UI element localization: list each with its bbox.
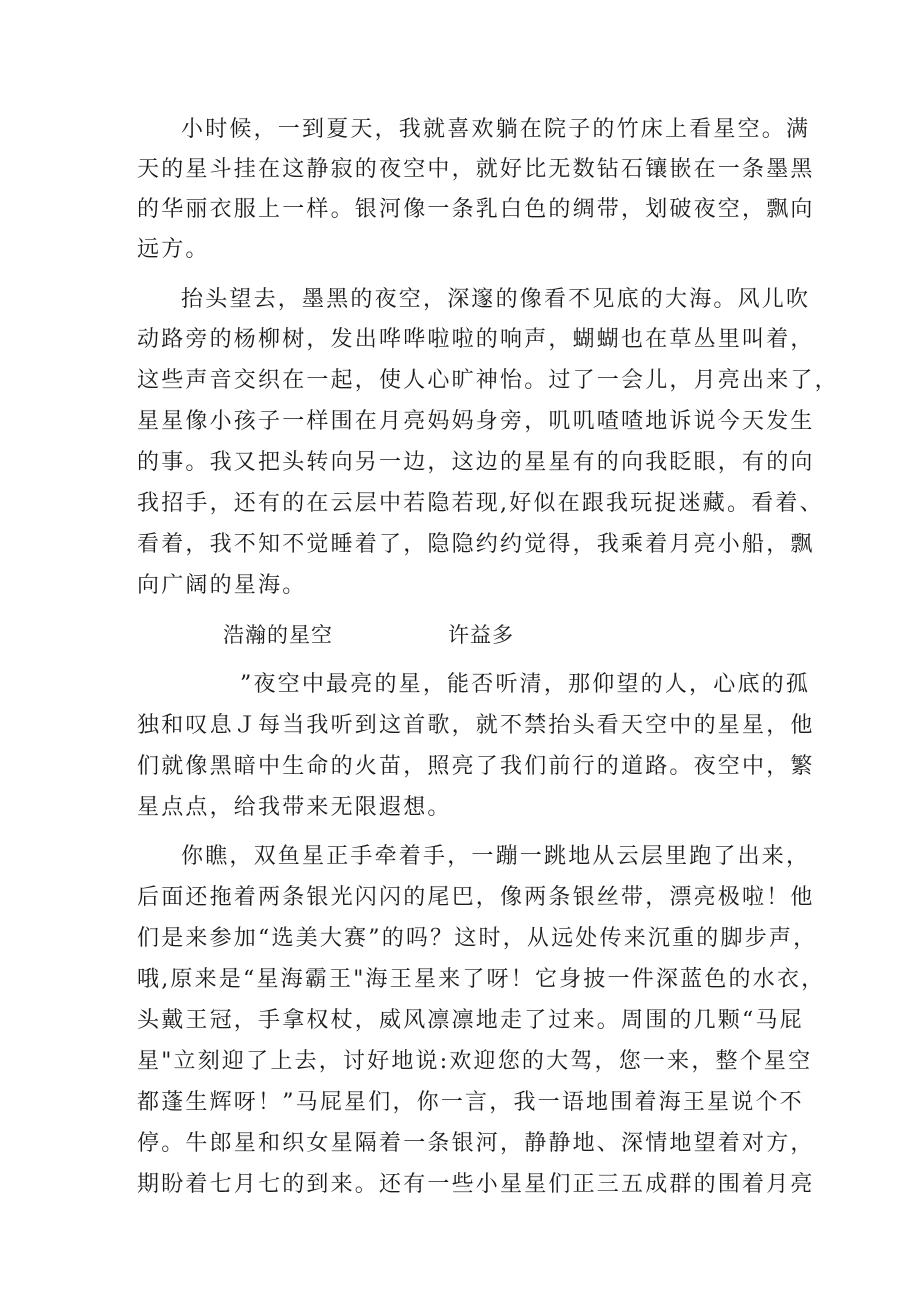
paragraph-2-line-2: 动路旁的杨柳树，发出哗哗啦啦的响声，蝴蝴也在草丛里叫着， — [137, 327, 815, 352]
paragraph-4-line-6: 星"立刻迎了上去，讨好地说:欢迎您的大驾，您一来，整个星空 — [137, 1049, 813, 1074]
paragraph-4-line-2: 后面还拖着两条银光闪闪的尾巴，像两条银丝带，漂亮极啦！他 — [137, 885, 815, 910]
paragraph-1-line-1: 小时候，一到夏天，我就喜欢躺在院子的竹床上看星空。满 — [181, 117, 811, 142]
paragraph-2-line-4: 星星像小孩子一样围在月亮妈妈身旁，叽叽喳喳地诉说今天发生 — [137, 409, 815, 434]
paragraph-3-line-3: 们就像黑暗中生命的火苗，照亮了我们前行的道路。夜空中，繁 — [137, 754, 815, 779]
paragraph-4-line-3: 们是来参加“选美大赛”的吗？这时，从远处传来沉重的脚步声， — [137, 926, 818, 951]
paragraph-2-line-3: 这些声音交织在一起，使人心旷神怡。过了一会儿，月亮出来了， — [137, 368, 839, 393]
paragraph-2-line-8: 向广阔的星海。 — [137, 573, 307, 598]
paragraph-1-line-2: 天的星斗挂在这静寂的夜空中，就好比无数钻石镶嵌在一条墨黑 — [137, 157, 815, 182]
paragraph-2-line-5: 的事。我又把头转向另一边，这边的星星有的向我眨眼，有的向 — [137, 450, 815, 475]
paragraph-4-line-4: 哦,原来是“星海霸王"海王星来了呀！它身披一件深蓝色的水衣， — [137, 967, 826, 992]
paragraph-3-line-1: ”夜空中最亮的星，能否听清，那仰望的人，心底的孤 — [240, 672, 811, 697]
paragraph-1-line-4: 远方。 — [137, 237, 210, 262]
paragraph-4-line-7: 都蓬生辉呀！”马屁星们，你一言，我一语地围着海王星说个不 — [137, 1090, 804, 1115]
essay-author: 许益多 — [448, 623, 514, 647]
essay-title: 浩瀚的星空 — [223, 623, 333, 647]
paragraph-4-line-1: 你瞧，双鱼星正手牵着手，一蹦一跳地从云层里跑了出来， — [181, 844, 811, 869]
paragraph-3-line-4: 星点点，给我带来无限遐想。 — [137, 795, 452, 820]
paragraph-3-line-2: 独和叹息Ｊ每当我听到这首歌，就不禁抬头看天空中的星星，他 — [137, 713, 815, 738]
paragraph-2-line-7: 看着，我不知不觉睡着了，隐隐约约觉得，我乘着月亮小船，飘 — [137, 532, 815, 557]
paragraph-1-line-3: 的华丽衣服上一样。银河像一条乳白色的绸带，划破夜空，飘向 — [137, 197, 815, 222]
paragraph-4-line-9: 期盼着七月七的到来。还有一些小星星们正三五成群的围着月亮 — [137, 1172, 815, 1197]
paragraph-2-line-6: 我招手，还有的在云层中若隐若现,好似在跟我玩捉迷藏。看着、 — [137, 491, 824, 516]
paragraph-4-line-8: 停。牛郎星和织女星隔着一条银河，静静地、深情地望着对方， — [137, 1131, 815, 1156]
paragraph-2-line-1: 抬头望去，墨黑的夜空，深邃的像看不见底的大海。风儿吹 — [181, 287, 811, 312]
paragraph-4-line-5: 头戴王冠，手拿权杖，威风凛凛地走了过来。周围的几颗“马屁 — [137, 1008, 804, 1033]
